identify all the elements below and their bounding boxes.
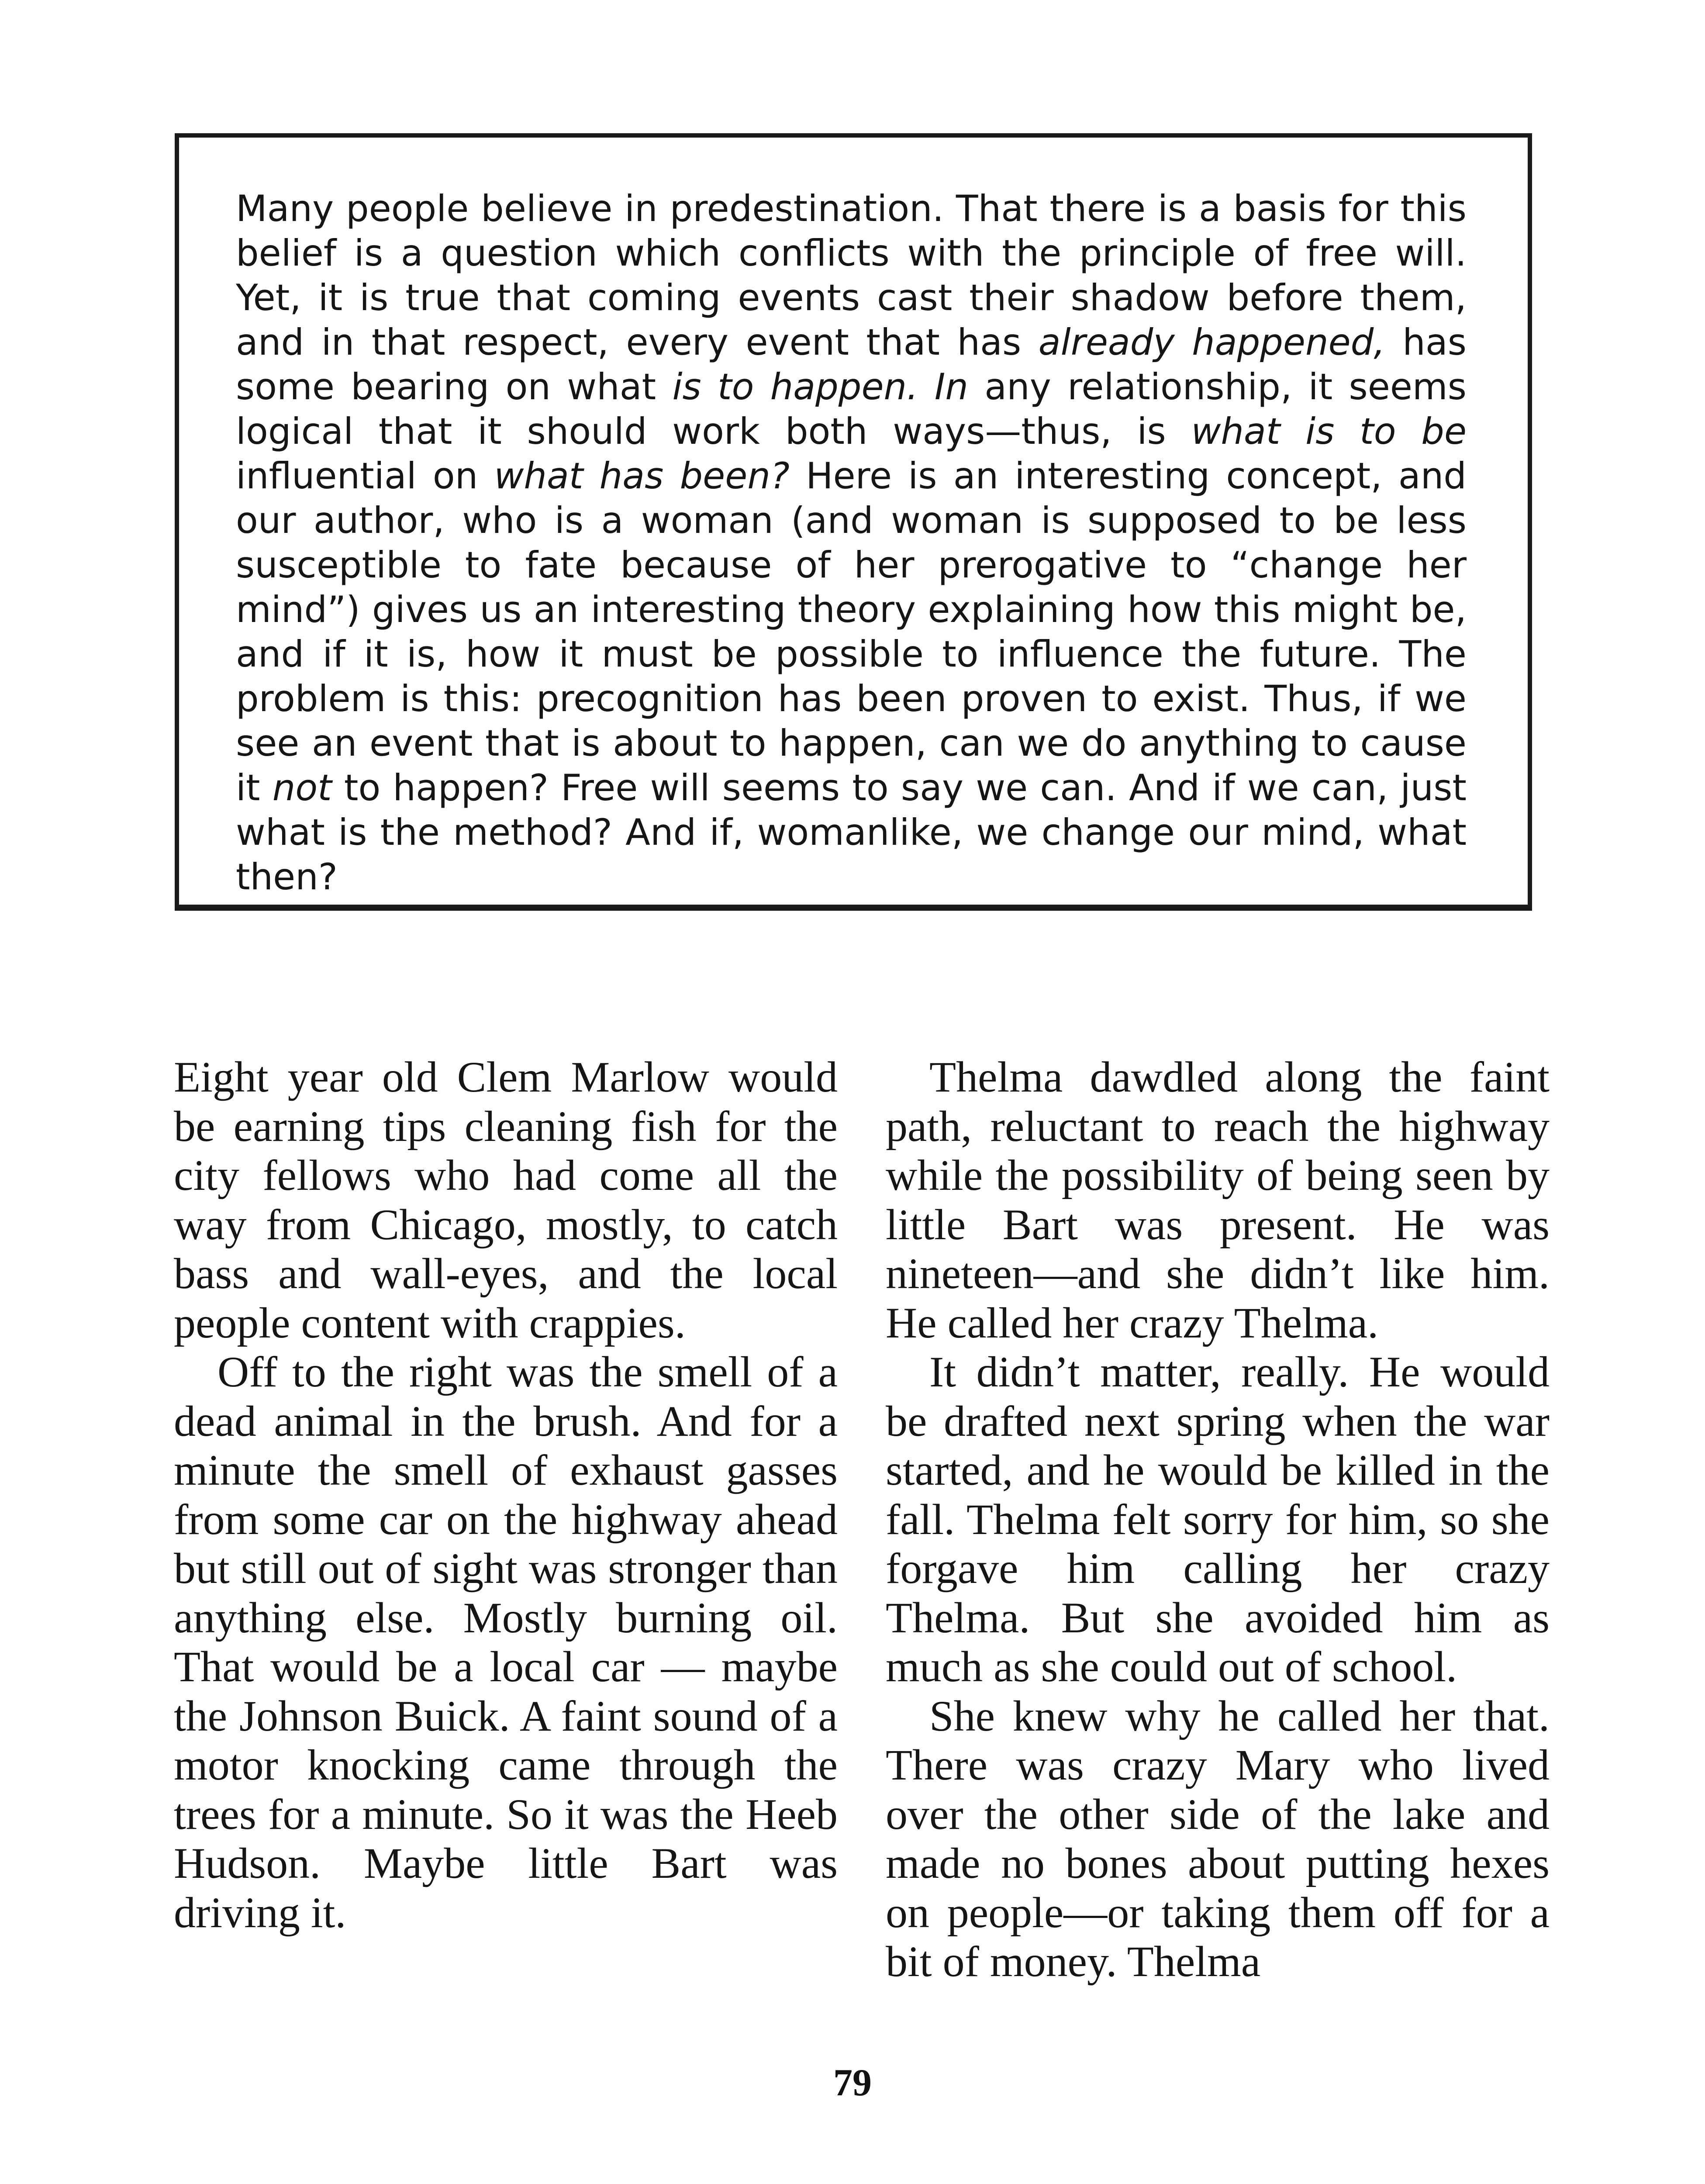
intro-text: any relationship, it seems logical that it should work both ways—thus, is xyxy=(236,366,1467,453)
intro-text: to happen? Free will seems to say we can. And if we can, just what is the method? And if, womanlike, we change our mind, what then? xyxy=(236,767,1467,898)
intro-box xyxy=(175,133,1532,911)
intro-emphasis: In xyxy=(934,366,968,408)
intro-emphasis: is to happen. xyxy=(672,366,918,408)
body-paragraph: Thelma dawdled along the faint path, reluctant to reach the highway while the possibility of being seen by little Bart was present. He was nineteen—and she didn’t like him. He called her crazy Thelma. xyxy=(886,1053,1550,1347)
intro-emphasis: what is to be xyxy=(1191,410,1467,453)
intro-text: influential on xyxy=(236,455,494,497)
right-column xyxy=(886,1053,1550,1987)
intro-text: Here is an interesting concept, and our author, who is a woman (and woman is supposed to be less susceptible to fate because of her prerogative to “change her mind”) gives us an interesting theory explaining how this might be, and if it is, how it must be possible to influence the future. The problem is this: precognition has been proven to exist. Thus, if we see an event that is about to happen, can we do anything to cause it xyxy=(236,455,1467,809)
intro-text: Many people believe in predestination. That there is a basis for this belief is a question which conflicts with the principle of free will. Yet, it is true that coming events cast their shadow before them, and in that respect, every event that has xyxy=(236,187,1467,363)
body-paragraph: Eight year old Clem Marlow would be earning tips cleaning fish for the city fellows who had come all the way from Chicago, mostly, to catch bass and wall-eyes, and the local people content with crappies. xyxy=(174,1053,838,1347)
intro-text: has some bearing on what xyxy=(236,321,1467,408)
page-number: 79 xyxy=(833,2062,872,2104)
intro-emphasis: what has been? xyxy=(494,455,790,497)
intro-emphasis: not xyxy=(272,767,332,809)
intro-emphasis: already happened, xyxy=(1038,321,1385,363)
body-paragraph: She knew why he called her that. There was crazy Mary who lived over the other side of the lake and made no bones about putting hexes on people—or taking them off for a bit of money. Thelma xyxy=(886,1691,1550,1986)
body-paragraph: Off to the right was the smell of a dead animal in the brush. And for a minute the smell of exhaust gasses from some car on the highway ahead but still out of sight was stronger than anything else. Mostly burning oil. That would be a local car — maybe the Johnson Buick. A faint sound of a motor knocking came through the trees for a minute. So it was the Heeb Hudson. Maybe little Bart was driving it. xyxy=(174,1348,838,1937)
body-paragraph: It didn’t matter, really. He would be drafted next spring when the war started, and he would be killed in the fall. Thelma felt sorry for him, so she forgave him calling her crazy Thelma. But she avoided him as much as she could out of school. xyxy=(886,1348,1550,1691)
left-column xyxy=(174,1053,838,1937)
intro-paragraph xyxy=(236,187,1467,899)
intro-text xyxy=(918,366,935,408)
